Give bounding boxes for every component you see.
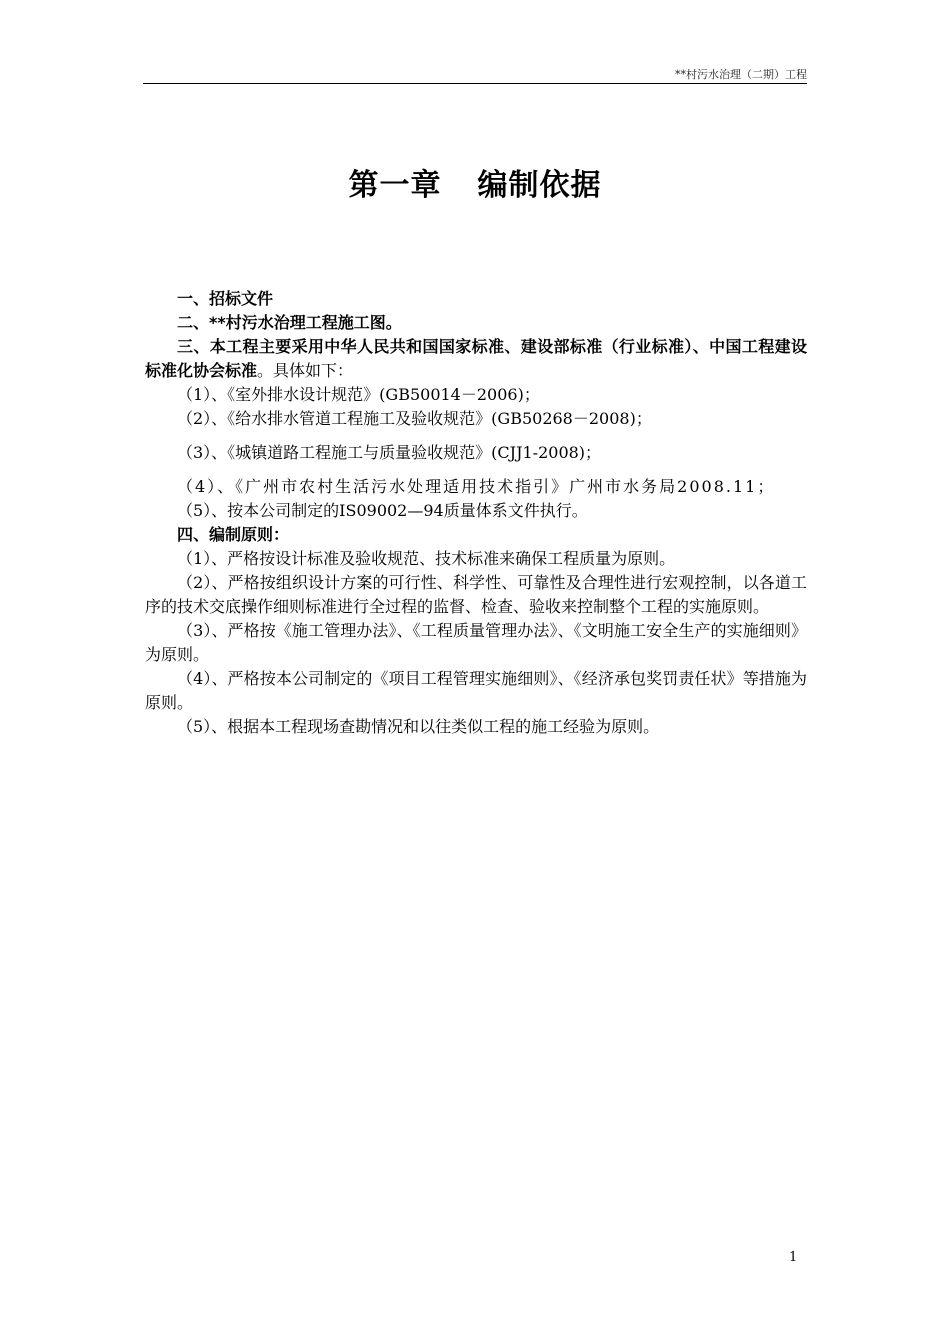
running-header: **村污水治理（二期）工程: [675, 68, 807, 81]
principle-item-4: （4）、严格按本公司制定的《项目工程管理实施细则》、《经济承包奖罚责任状》等措施为原则。: [145, 669, 807, 712]
document-body: [145, 287, 807, 739]
section-heading-1: 一、招标文件: [177, 289, 274, 308]
section-heading-3: [145, 335, 807, 383]
standard-item-2: （2）、《给水排水管道工程施工及验收规范》(GB50268－2008)；: [177, 409, 652, 428]
header-divider: [143, 83, 807, 84]
principle-item-3: （3）、严格按《施工管理办法》、《工程质量管理办法》、《文明施工安全生产的实施细则》为原则。: [145, 621, 807, 664]
standard-item-4: （4）、《广州市农村生活污水处理适用技术指引》广州市水务局2008.11；: [177, 477, 776, 496]
section-3-bold-text: 三、本工程主要采用中华人民共和国国家标准、建设部标准（行业标准）、中国工程建设标准化协会标准: [145, 337, 807, 380]
page-number: 1: [789, 1250, 798, 1265]
standard-item-3: （3）、《城镇道路工程施工与质量验收规范》(CJJ1-2008)；: [177, 443, 602, 462]
chapter-number: 第一章: [348, 168, 442, 203]
principle-item-5: （5）、根据本工程现场查勘情况和以往类似工程的施工经验为原则。: [177, 717, 660, 736]
standard-item-5: （5）、按本公司制定的IS09002—94质量体系文件执行。: [177, 501, 588, 520]
chapter-title: [0, 160, 950, 204]
principle-item-2: （2）、严格按组织设计方案的可行性、科学性、可靠性及合理性进行宏观控制，以各道工序的技术交底操作细则标准进行全过程的监督、检查、验收来控制整个工程的实施原则。: [145, 573, 807, 616]
section-3-tail-text: 。具体如下：: [257, 361, 354, 380]
standard-item-1: （1）、《室外排水设计规范》(GB50014－2006)；: [177, 385, 540, 404]
section-heading-4: 四、编制原则：: [177, 525, 290, 544]
principle-item-1: （1）、严格按设计标准及验收规范、技术标准来确保工程质量为原则。: [177, 549, 676, 568]
chapter-name: 编制依据: [477, 168, 602, 203]
section-heading-2: 二、**村污水治理工程施工图。: [177, 313, 402, 332]
